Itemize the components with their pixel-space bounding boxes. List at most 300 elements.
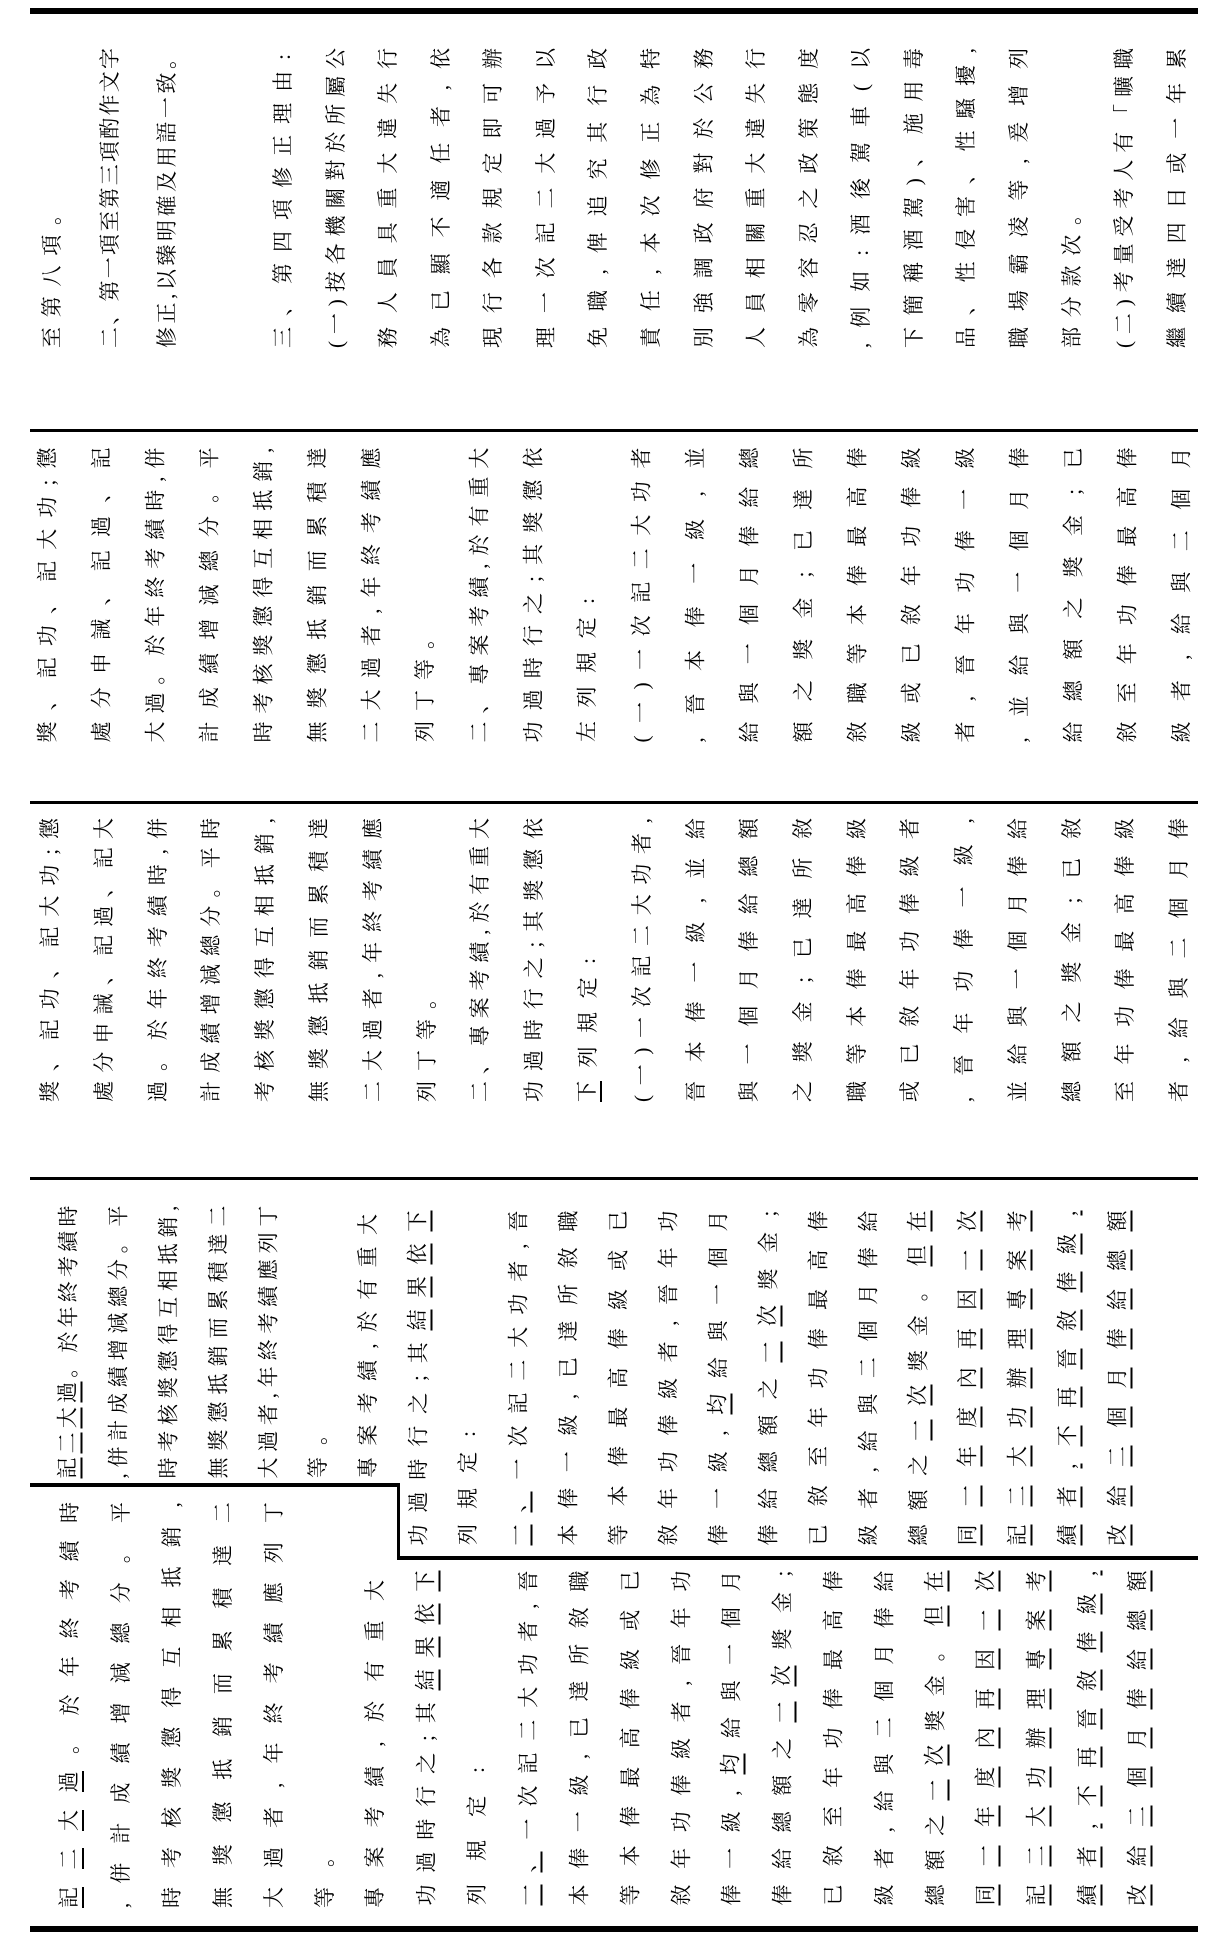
glyph: 金 bbox=[906, 1314, 930, 1336]
glyph: 大 bbox=[1004, 1446, 1032, 1467]
band3-draft-column-a-text-column bbox=[521, 818, 547, 1102]
glyph: 依 bbox=[412, 1603, 440, 1624]
glyph: 員 bbox=[744, 292, 768, 314]
glyph: 個 bbox=[1167, 897, 1191, 919]
glyph: 終 bbox=[262, 1702, 286, 1724]
band5-draft-column-c-text-column bbox=[922, 1570, 948, 1905]
glyph: 依 bbox=[522, 818, 546, 839]
glyph: 俸 bbox=[821, 1687, 845, 1709]
glyph: 晉 bbox=[669, 1643, 693, 1665]
glyph: 給 bbox=[1061, 721, 1085, 742]
glyph: 額 bbox=[770, 1774, 794, 1796]
glyph: 、 bbox=[38, 1050, 62, 1072]
glyph: 功 bbox=[630, 863, 654, 885]
glyph: , bbox=[429, 84, 453, 91]
band4-draft-column-b-text-column bbox=[855, 1210, 881, 1545]
glyph: 懲 bbox=[253, 988, 277, 1010]
glyph: 任 bbox=[429, 142, 453, 164]
glyph: 達 bbox=[791, 488, 815, 510]
glyph: 銷 bbox=[251, 460, 275, 482]
glyph: 晉 bbox=[683, 693, 707, 715]
band5-draft-column-c-text-column bbox=[973, 1570, 999, 1905]
glyph: 與 bbox=[1007, 612, 1031, 634]
glyph: 俸 bbox=[821, 1570, 845, 1591]
glyph: 給 bbox=[1104, 1289, 1132, 1310]
glyph: 或 bbox=[899, 681, 923, 703]
glyph: 與 bbox=[872, 1753, 896, 1775]
glyph: 個 bbox=[1007, 529, 1031, 551]
glyph: 俸 bbox=[1113, 968, 1137, 990]
glyph: 俸 bbox=[567, 1847, 591, 1869]
glyph: , bbox=[719, 1789, 743, 1796]
glyph: 誡 bbox=[92, 993, 116, 1015]
glyph: 對 bbox=[692, 152, 716, 174]
glyph: 考 bbox=[359, 511, 383, 533]
glyph: 俸 bbox=[618, 1687, 642, 1709]
glyph: 失 bbox=[744, 82, 768, 104]
band1-explanation-column-text-column bbox=[270, 54, 296, 348]
glyph: 達 bbox=[1165, 257, 1189, 279]
glyph: , bbox=[106, 1472, 130, 1478]
glyph: 敘 bbox=[821, 1844, 845, 1866]
glyph: , bbox=[516, 1603, 540, 1609]
glyph: 金 bbox=[1061, 514, 1085, 536]
glyph: , bbox=[872, 1826, 896, 1832]
glyph: 列 bbox=[575, 686, 599, 708]
glyph: 平 bbox=[106, 1205, 130, 1227]
glyph: , bbox=[146, 849, 170, 855]
glyph: 俸 bbox=[1007, 447, 1031, 469]
glyph: 者 bbox=[629, 447, 653, 469]
glyph: 確 bbox=[155, 195, 179, 217]
glyph: 因 bbox=[972, 1649, 1000, 1670]
glyph: 個 bbox=[1169, 488, 1193, 510]
glyph: : bbox=[271, 54, 295, 60]
glyph: 與 bbox=[1167, 977, 1191, 999]
glyph: 。 bbox=[40, 204, 64, 225]
glyph: 、 bbox=[467, 692, 491, 714]
glyph: 本 bbox=[639, 232, 663, 254]
glyph: , bbox=[952, 1096, 976, 1102]
glyph: 給 bbox=[1006, 1043, 1030, 1065]
glyph: 員 bbox=[376, 257, 400, 279]
glyph: 減 bbox=[109, 1662, 133, 1684]
glyph: 抵 bbox=[156, 1242, 180, 1264]
glyph: 級 bbox=[952, 844, 976, 866]
glyph: 累 bbox=[211, 1630, 235, 1652]
glyph: 三 bbox=[271, 327, 295, 348]
glyph: 核 bbox=[160, 1806, 184, 1828]
glyph: 俸 bbox=[1113, 855, 1137, 877]
band5-draft-column-c-text-column bbox=[312, 1846, 338, 1908]
glyph: 二 bbox=[856, 1356, 880, 1378]
band3-draft-column-a-text-column bbox=[1005, 818, 1031, 1102]
band1-explanation-column-text-column bbox=[1006, 48, 1032, 348]
band3-draft-column-a-text-column bbox=[575, 958, 601, 1102]
glyph: 於 bbox=[58, 1694, 82, 1716]
glyph: 案 bbox=[363, 1846, 387, 1868]
glyph: 過 bbox=[256, 1430, 280, 1452]
glyph: 月 bbox=[872, 1643, 896, 1665]
glyph: 級 bbox=[1054, 1233, 1082, 1254]
glyph: 月 bbox=[706, 1210, 730, 1232]
band3-draft-column-a-text-column bbox=[414, 988, 440, 1102]
glyph: 結 bbox=[412, 1669, 440, 1690]
glyph: 分 bbox=[89, 686, 113, 708]
glyph: 四 bbox=[1165, 222, 1189, 244]
glyph: 高 bbox=[1115, 486, 1139, 508]
glyph: 達 bbox=[305, 447, 329, 468]
glyph: 量 bbox=[1112, 243, 1136, 265]
glyph: 懲 bbox=[521, 479, 545, 501]
glyph: 之 bbox=[406, 1392, 430, 1414]
band1-explanation-column-text-column bbox=[1059, 204, 1085, 348]
glyph: 酒 bbox=[902, 229, 926, 251]
glyph: 記 bbox=[1004, 1524, 1032, 1545]
glyph: 併 bbox=[106, 1445, 130, 1467]
glyph: 懲 bbox=[307, 1015, 331, 1037]
glyph: 抵 bbox=[251, 489, 275, 511]
glyph: 再 bbox=[972, 1688, 1000, 1709]
glyph: 終 bbox=[143, 576, 167, 598]
glyph: 一 bbox=[904, 1419, 932, 1440]
glyph: 功 bbox=[406, 1524, 430, 1545]
glyph: 功 bbox=[38, 988, 62, 1010]
glyph: 獎 bbox=[253, 1019, 277, 1041]
glyph: 銷 bbox=[305, 584, 329, 605]
glyph: ) bbox=[1112, 299, 1136, 307]
glyph: 年 bbox=[359, 575, 383, 597]
glyph: 年 bbox=[952, 1012, 976, 1034]
band1-explanation-column-text-column bbox=[533, 48, 559, 348]
glyph: 獎 bbox=[791, 1041, 815, 1063]
band5-draft-column-c-text-column bbox=[668, 1570, 694, 1905]
glyph: 次 bbox=[639, 195, 663, 217]
glyph: 顯 bbox=[429, 253, 453, 275]
glyph: 申 bbox=[89, 652, 113, 674]
band2-current-law-column-text-column bbox=[358, 447, 384, 742]
glyph: 各 bbox=[324, 243, 348, 265]
band1-explanation-column-text-column bbox=[39, 204, 65, 348]
glyph: 日 bbox=[1165, 187, 1189, 209]
glyph: 併 bbox=[146, 818, 170, 840]
glyph: 考 bbox=[256, 1312, 280, 1334]
glyph: 俸 bbox=[845, 447, 869, 469]
glyph: 銷 bbox=[307, 949, 331, 971]
glyph: 與 bbox=[737, 681, 761, 703]
glyph: 關 bbox=[324, 187, 348, 209]
glyph: 免 bbox=[586, 327, 610, 348]
glyph: ; bbox=[521, 575, 545, 582]
glyph: 誡 bbox=[89, 618, 113, 640]
glyph: 大 bbox=[629, 514, 653, 536]
glyph: 大 bbox=[363, 1580, 387, 1601]
glyph: 本 bbox=[556, 1524, 580, 1545]
glyph: 、 bbox=[902, 145, 926, 167]
glyph: 給 bbox=[756, 1487, 780, 1509]
glyph: 同 bbox=[972, 1884, 1000, 1905]
glyph: 至 bbox=[98, 210, 122, 232]
glyph: 。 bbox=[197, 481, 221, 503]
glyph: 俸 bbox=[1115, 447, 1139, 469]
glyph: 月 bbox=[737, 968, 761, 990]
glyph: 時 bbox=[56, 1205, 80, 1227]
glyph: 敘 bbox=[567, 1606, 591, 1628]
glyph: 最 bbox=[1113, 930, 1137, 952]
glyph: , bbox=[109, 1902, 133, 1908]
glyph: 職 bbox=[1007, 327, 1031, 348]
band1-explanation-column-text-column bbox=[375, 48, 401, 348]
glyph: 總 bbox=[109, 1622, 133, 1644]
band3-draft-column-a-text-column bbox=[1166, 818, 1192, 1102]
band2-current-law-column-text-column bbox=[88, 447, 114, 742]
glyph: 其 bbox=[406, 1341, 430, 1363]
glyph: 其 bbox=[586, 121, 610, 143]
glyph: 等 bbox=[413, 659, 437, 680]
glyph: 平 bbox=[199, 847, 223, 869]
glyph: 年 bbox=[1115, 642, 1139, 664]
glyph: 霸 bbox=[1007, 253, 1031, 275]
glyph: 現 bbox=[481, 327, 505, 348]
glyph: 簡 bbox=[902, 294, 926, 316]
glyph: 及 bbox=[155, 170, 179, 192]
glyph: 案 bbox=[356, 1424, 380, 1446]
glyph: 大 bbox=[506, 1326, 530, 1348]
glyph: 而 bbox=[211, 1673, 235, 1695]
glyph: 於 bbox=[356, 1311, 380, 1333]
glyph: 行 bbox=[406, 1425, 430, 1447]
glyph: 本 bbox=[567, 1884, 591, 1905]
glyph: ( bbox=[629, 735, 653, 742]
band3-draft-column-a-text-column bbox=[360, 818, 386, 1102]
glyph: 已 bbox=[429, 290, 453, 312]
glyph: 級 bbox=[606, 1288, 630, 1310]
glyph: 考 bbox=[1023, 1570, 1051, 1591]
glyph: ; bbox=[1060, 897, 1084, 904]
glyph: ; bbox=[35, 479, 59, 485]
glyph: 辦 bbox=[1004, 1367, 1032, 1388]
glyph: ( bbox=[1112, 341, 1136, 348]
glyph: 已 bbox=[791, 529, 815, 551]
glyph: , bbox=[1054, 1210, 1082, 1215]
glyph: 敘 bbox=[1054, 1310, 1082, 1331]
glyph: 終 bbox=[56, 1280, 80, 1302]
glyph: 年 bbox=[361, 941, 385, 963]
glyph: 款 bbox=[1060, 265, 1084, 287]
band4-draft-column-b-text-column bbox=[1105, 1210, 1131, 1545]
table-rule bbox=[30, 801, 1198, 804]
glyph: 總 bbox=[199, 934, 223, 956]
glyph: 績 bbox=[143, 518, 167, 540]
band1-explanation-column-text-column bbox=[585, 48, 611, 348]
band5-draft-column-c-text-column bbox=[820, 1570, 846, 1905]
glyph: 曠 bbox=[1112, 75, 1136, 97]
glyph: 。 bbox=[109, 1542, 133, 1564]
glyph: 相 bbox=[251, 518, 275, 540]
glyph: 行 bbox=[481, 292, 505, 314]
glyph: 而 bbox=[305, 549, 329, 571]
glyph: 總 bbox=[1104, 1249, 1132, 1270]
glyph: 究 bbox=[586, 158, 610, 180]
glyph: 次 bbox=[1060, 234, 1084, 256]
glyph: 計 bbox=[109, 1822, 133, 1844]
table-rule bbox=[30, 8, 1198, 14]
glyph: 過 bbox=[414, 1851, 438, 1873]
glyph: 在 bbox=[904, 1210, 932, 1231]
glyph: 年 bbox=[972, 1806, 1000, 1827]
glyph: 已 bbox=[899, 642, 923, 664]
glyph: 成 bbox=[106, 1392, 130, 1414]
glyph: 處 bbox=[89, 721, 113, 742]
glyph: 俸 bbox=[1115, 564, 1139, 586]
glyph: 本 bbox=[683, 649, 707, 671]
glyph: 考 bbox=[146, 926, 170, 948]
glyph: 金 bbox=[770, 1591, 794, 1613]
glyph: 駕 bbox=[849, 142, 873, 163]
glyph: 俸 bbox=[606, 1445, 630, 1467]
glyph: 功 bbox=[953, 571, 977, 593]
glyph: : bbox=[576, 958, 600, 964]
glyph: 對 bbox=[324, 159, 348, 181]
band4-draft-column-b-text-column bbox=[905, 1210, 931, 1545]
glyph: 一 bbox=[1006, 968, 1030, 990]
glyph: 為 bbox=[639, 84, 663, 106]
glyph: ( bbox=[630, 1095, 654, 1102]
band4-draft-column-b-text-column bbox=[755, 1210, 781, 1545]
glyph: 為 bbox=[797, 327, 821, 348]
glyph: 獎 bbox=[923, 1709, 947, 1731]
glyph: 減 bbox=[199, 964, 223, 986]
glyph: 額 bbox=[737, 818, 761, 840]
glyph: 果 bbox=[404, 1276, 432, 1297]
glyph: 四 bbox=[271, 230, 295, 252]
glyph: 給 bbox=[684, 818, 708, 840]
glyph: 內 bbox=[954, 1367, 982, 1388]
glyph: 敘 bbox=[1060, 818, 1084, 840]
glyph: 依 bbox=[429, 48, 453, 69]
band2-current-law-column-text-column bbox=[1006, 447, 1032, 742]
glyph: 俸 bbox=[770, 1884, 794, 1905]
glyph: 專 bbox=[467, 663, 491, 685]
glyph: 稱 bbox=[902, 261, 926, 283]
glyph: 年 bbox=[954, 1446, 982, 1467]
band2-current-law-column-text-column bbox=[682, 447, 708, 742]
glyph: 無 bbox=[206, 1457, 230, 1478]
glyph: 、 bbox=[92, 876, 116, 898]
band5-draft-column-c-text-column bbox=[718, 1570, 744, 1905]
glyph: 高 bbox=[821, 1609, 845, 1631]
band1-explanation-column-text-column bbox=[1111, 48, 1137, 348]
glyph: 獎 bbox=[156, 1376, 180, 1398]
glyph: 失 bbox=[376, 82, 400, 104]
band2-current-law-column-text-column bbox=[898, 447, 924, 742]
band5-draft-column-c-text-column bbox=[566, 1570, 592, 1905]
glyph: 達 bbox=[556, 1320, 580, 1341]
glyph: 績 bbox=[58, 1540, 82, 1562]
glyph: 職 bbox=[845, 681, 869, 703]
glyph: 時 bbox=[251, 721, 275, 742]
glyph: 一 bbox=[630, 1016, 654, 1038]
glyph: 公 bbox=[692, 82, 716, 104]
glyph: 忍 bbox=[797, 222, 821, 244]
glyph: 給 bbox=[719, 1716, 743, 1738]
glyph: 行 bbox=[522, 988, 546, 1010]
glyph: 二 bbox=[1124, 1806, 1152, 1827]
glyph: 與 bbox=[1006, 1005, 1030, 1027]
glyph: 計 bbox=[197, 721, 221, 742]
glyph: 與 bbox=[719, 1680, 743, 1701]
glyph: 一 bbox=[706, 1487, 730, 1509]
glyph: 考 bbox=[251, 692, 275, 714]
glyph: 之 bbox=[797, 187, 821, 209]
glyph: 個 bbox=[737, 1005, 761, 1027]
glyph: 懲 bbox=[251, 605, 275, 627]
band4-draft-column-b-text-column bbox=[605, 1210, 631, 1545]
glyph: 行 bbox=[744, 48, 768, 69]
glyph: 記 bbox=[35, 560, 59, 582]
glyph: 依 bbox=[521, 447, 545, 469]
glyph: 本 bbox=[606, 1484, 630, 1506]
glyph: 行 bbox=[376, 48, 400, 69]
glyph: 功 bbox=[521, 721, 545, 742]
glyph: 最 bbox=[1115, 525, 1139, 547]
glyph: 二 bbox=[1169, 529, 1193, 551]
glyph: 得 bbox=[251, 576, 275, 598]
glyph: 公 bbox=[324, 48, 348, 70]
glyph: 等 bbox=[845, 1043, 869, 1065]
glyph: 成 bbox=[199, 1051, 223, 1073]
glyph: 關 bbox=[744, 222, 768, 244]
glyph: 最 bbox=[606, 1406, 630, 1428]
glyph: 再 bbox=[954, 1328, 982, 1349]
glyph: 俸 bbox=[806, 1327, 830, 1349]
glyph: 俸 bbox=[953, 529, 977, 551]
glyph: 考 bbox=[468, 969, 492, 991]
glyph: 金 bbox=[756, 1231, 780, 1253]
glyph: 平 bbox=[197, 447, 221, 468]
glyph: 個 bbox=[1006, 930, 1030, 952]
glyph: 給 bbox=[1006, 818, 1030, 840]
glyph: 俸 bbox=[845, 564, 869, 586]
band4-draft-column-b-text-column bbox=[155, 1205, 181, 1478]
band2-current-law-column-text-column bbox=[250, 447, 276, 742]
glyph: 記 bbox=[92, 934, 116, 956]
glyph: 同 bbox=[954, 1524, 982, 1545]
glyph: 二 bbox=[630, 924, 654, 946]
band5-draft-column-c-text-column bbox=[57, 1502, 83, 1908]
glyph: 一 bbox=[737, 1043, 761, 1065]
glyph: 二 bbox=[361, 1081, 385, 1102]
band1-explanation-column-text-column bbox=[97, 48, 123, 348]
glyph: 已 bbox=[618, 1570, 642, 1591]
glyph: 並 bbox=[684, 857, 708, 879]
glyph: 懲 bbox=[160, 1726, 184, 1748]
band1-explanation-column-text-column bbox=[480, 48, 506, 348]
glyph: 級 bbox=[1113, 818, 1137, 840]
glyph: 併 bbox=[143, 447, 167, 469]
glyph: 列 bbox=[465, 1884, 489, 1905]
glyph: , bbox=[684, 897, 708, 903]
glyph: 下 bbox=[902, 327, 926, 348]
glyph: 或 bbox=[618, 1609, 642, 1631]
glyph: 晉 bbox=[516, 1570, 540, 1592]
band2-current-law-column-text-column bbox=[304, 447, 330, 742]
glyph: 計 bbox=[106, 1419, 130, 1441]
glyph: 個 bbox=[872, 1680, 896, 1701]
glyph: 至 bbox=[1115, 681, 1139, 703]
glyph: 追 bbox=[586, 195, 610, 217]
glyph: 考 bbox=[56, 1255, 80, 1277]
